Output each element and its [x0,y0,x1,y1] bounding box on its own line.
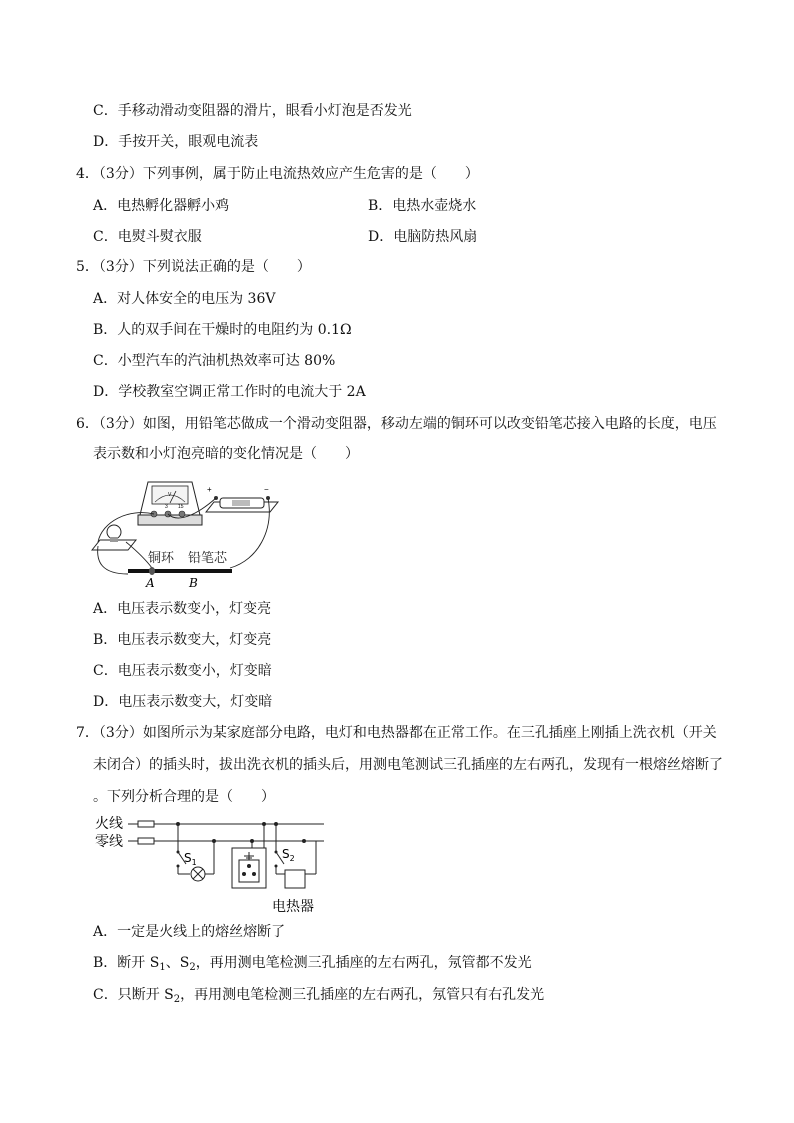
q3-option-c: C．手移动滑动变阻器的滑片，眼看小灯泡是否发光 [93,103,412,119]
label-copper-ring: 铜环 [148,551,175,566]
q6-stem-line2: 表示数和小灯泡亮暗的变化情况是（ ） [93,446,359,462]
q7-stem-line1: 7．（3分）如图所示为某家庭部分电路，电灯和电热器都在正常工作。在三孔插座上刚插上洗衣机（开关 [76,725,717,741]
q4-option-b: B．电热水壶烧水 [368,198,477,214]
q4-option-c: C．电熨斗熨衣服 [93,229,202,245]
q5-stem: 5．（3分）下列说法正确的是（ ） [76,259,311,275]
q4-stem: 4．（3分）下列事例，属于防止电流热效应产生危害的是（ ） [76,166,479,182]
q6-option-b: B．电压表示数变大，灯变亮 [93,632,272,648]
q7-option-a: A．一定是火线上的熔丝熔断了 [93,924,286,940]
q6-option-a: A．电压表示数变小，灯变亮 [93,601,272,617]
q5-option-d: D．学校教室空调正常工作时的电流大于 2A [93,384,366,400]
q6-stem-line1: 6．（3分）如图，用铅笔芯做成一个滑动变阻器，移动左端的铜环可以改变铅笔芯接入电路的长度，电压 [76,416,717,432]
lamp-icon [92,525,136,550]
q6-option-c: C．电压表示数变小，灯变暗 [93,663,272,679]
q5-option-a: A．对人体安全的电压为 36V [93,291,276,307]
q7-stem-line3: 。下列分析合理的是（ ） [93,789,275,805]
label-s2: $S_2$ [282,847,295,863]
three-hole-socket-icon [232,824,266,888]
fuse-neutral-icon [138,838,154,844]
battery-icon [206,485,278,512]
copper-ring [149,567,155,575]
label-pencil-lead: 铅笔芯 [188,551,228,566]
fuse-live-icon [138,821,154,827]
q6-circuit-figure [88,470,288,590]
label-a: A [146,576,155,590]
voltmeter-icon [138,482,202,525]
q4-option-a: A．电热孵化器孵小鸡 [93,198,230,214]
label-heater: 电热器 [272,899,314,915]
q3-option-d: D．手按开关，眼观电流表 [93,134,259,150]
battery-plus: + [207,485,212,494]
q7-option-c: C．只断开 $S_2$，再用测电笔检测三孔插座的左右两孔，氖管只有右孔发光 [93,987,545,1005]
q5-option-b: B．人的双手间在干燥时的电阻约为 0.1Ω [93,322,352,338]
meter-unit: V [168,492,172,498]
battery-minus: − [264,485,269,494]
q7-option-b: B．断开 $S_1$、$S_2$，再用测电笔检测三孔插座的左右两孔，氖管都不发光 [93,955,532,973]
meter-tick-15: 15 [178,504,184,510]
pencil-lead [128,567,232,575]
q7-stem-line2: 未闭合）的插头时，拔出洗衣机的插头后，用测电笔测试三孔插座的左右两孔，发现有一根熔丝熔断了 [93,757,723,773]
q6-option-d: D．电压表示数变大，灯变暗 [93,694,273,710]
label-b: B [189,576,198,590]
q4-option-d: D．电脑防热风扇 [368,229,478,245]
label-neutral-wire: 零线 [95,834,123,850]
label-live-wire: 火线 [95,816,123,832]
heater-icon [285,870,305,888]
q7-household-circuit-figure [92,812,328,916]
label-s1: $S_1$ [184,851,197,867]
q5-option-c: C．小型汽车的汽油机热效率可达 80% [93,353,336,369]
meter-tick-3: 3 [165,504,168,510]
